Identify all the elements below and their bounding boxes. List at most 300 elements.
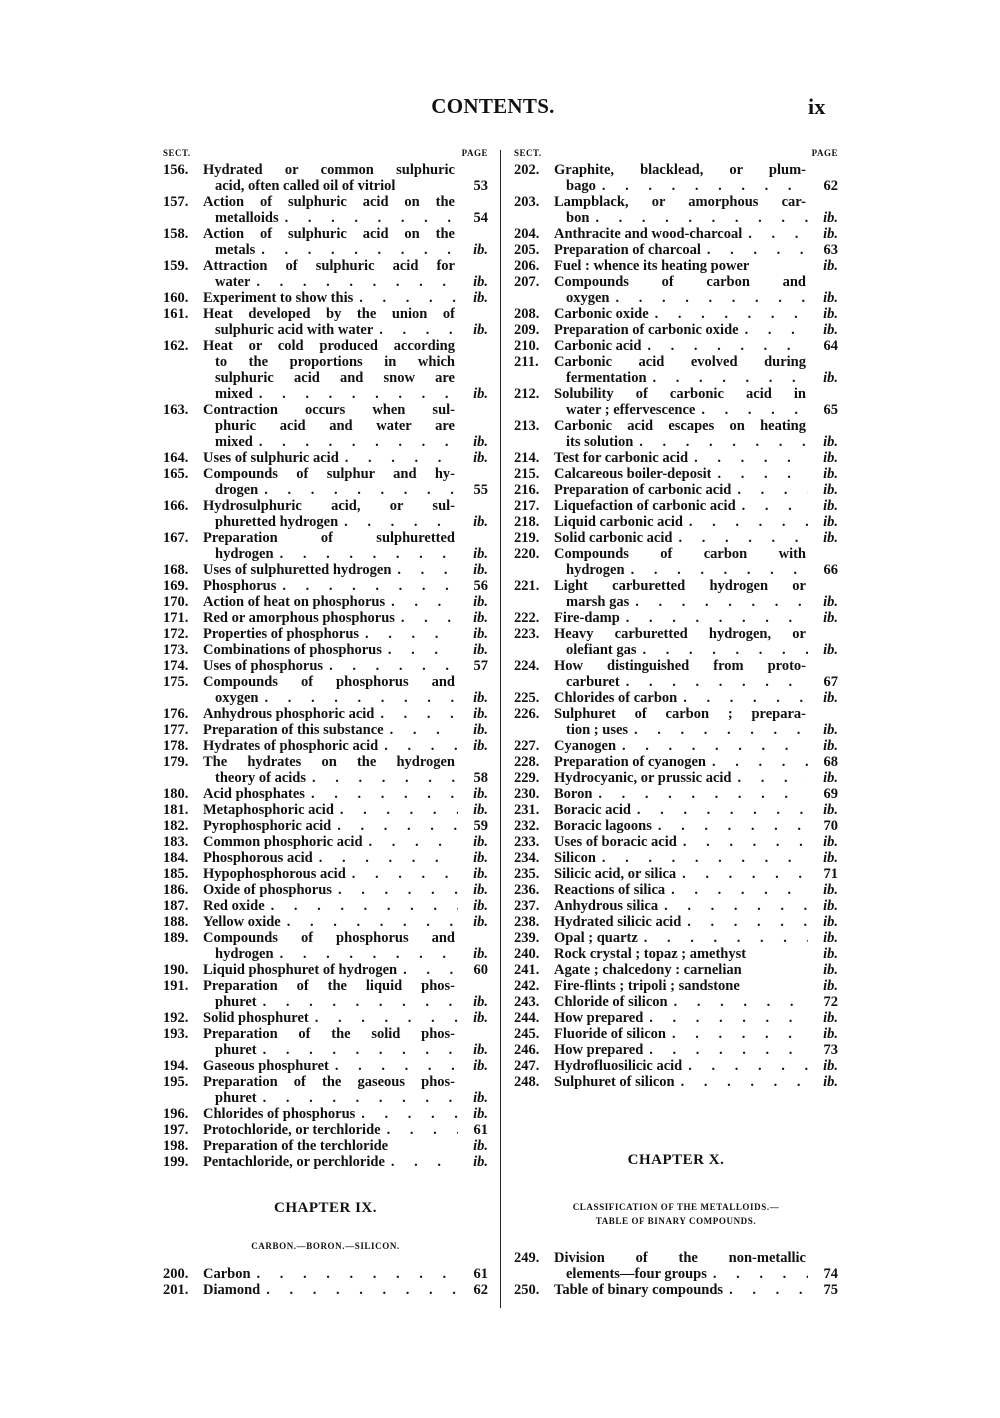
- column-header: [514, 146, 838, 162]
- section-number: [163, 690, 203, 706]
- section-number: 217.: [514, 498, 540, 514]
- dot-leader: [355, 1106, 458, 1122]
- section-number: [163, 546, 203, 562]
- entry-title: mixed: [215, 434, 253, 450]
- chapter-entries: [514, 1250, 838, 1298]
- dot-leader: [592, 786, 808, 802]
- section-number: 177.: [163, 722, 189, 738]
- contents-entry: [163, 498, 488, 530]
- page-ref: ib.: [473, 322, 488, 338]
- dot-leader: [589, 210, 808, 226]
- entry-title: drogen: [215, 482, 259, 498]
- page-ref: ib.: [823, 610, 838, 626]
- entry-title: sulphuric acid with water: [215, 322, 374, 338]
- entry-line: [163, 994, 488, 1010]
- page-ref: 61: [473, 1266, 488, 1282]
- entry-title: Liquid carbonic acid: [554, 514, 683, 530]
- dot-leader: [732, 770, 809, 786]
- section-number: [163, 386, 203, 402]
- section-number: 196.: [163, 1106, 189, 1122]
- contents-entry: [163, 1058, 488, 1074]
- dot-leader: [675, 1074, 808, 1090]
- section-number: 165.: [163, 466, 189, 482]
- entry-line: [514, 994, 838, 1010]
- entry-line: [514, 210, 838, 226]
- section-number: 174.: [163, 658, 189, 674]
- section-number: 223.: [514, 626, 540, 642]
- dot-leader: [742, 962, 808, 978]
- contents-entry: [163, 930, 488, 962]
- page-ref: ib.: [473, 786, 488, 802]
- entry-line: [163, 930, 488, 946]
- dot-leader: [681, 914, 808, 930]
- section-number: 222.: [514, 610, 540, 626]
- page-ref: ib.: [823, 514, 838, 530]
- entry-line: [163, 562, 488, 578]
- page-ref: 55: [473, 482, 488, 498]
- page-ref: 53: [473, 178, 488, 194]
- dot-leader: [676, 866, 808, 882]
- page-ref: ib.: [823, 434, 838, 450]
- entry-line: [163, 1282, 488, 1298]
- entry-title: Solid phosphuret: [203, 1010, 309, 1026]
- section-number: 170.: [163, 594, 189, 610]
- section-number: [163, 946, 203, 962]
- dot-leader: [251, 1266, 458, 1282]
- contents-entry: [163, 738, 488, 754]
- page-ref: ib.: [823, 322, 838, 338]
- contents-entry: [163, 898, 488, 914]
- section-number: [163, 1042, 203, 1058]
- section-number: 175.: [163, 674, 189, 690]
- entry-line: [514, 578, 838, 594]
- page-ref: ib.: [823, 450, 838, 466]
- page-ref: ib.: [473, 562, 488, 578]
- page-ref: ib.: [473, 1138, 488, 1154]
- dot-leader: [665, 882, 808, 898]
- entry-title: Action of sulphuric acid on the: [203, 226, 455, 242]
- section-number: 161.: [163, 306, 189, 322]
- dot-leader: [723, 1282, 808, 1298]
- section-number: 197.: [163, 1122, 189, 1138]
- section-number: 164.: [163, 450, 189, 466]
- entry-line: [514, 178, 838, 194]
- contents-entry: [514, 322, 838, 338]
- dot-leader: [309, 1010, 458, 1026]
- dot-leader: [677, 834, 808, 850]
- dot-leader: [381, 1122, 458, 1138]
- page-ref: ib.: [473, 738, 488, 754]
- dot-leader: [596, 850, 808, 866]
- entry-title: Opal ; quartz: [554, 930, 638, 946]
- entry-title: Liquefaction of carbonic acid: [554, 498, 736, 514]
- entry-line: [514, 930, 838, 946]
- dot-leader: [701, 242, 808, 258]
- chapter-heading: CHAPTER X.: [627, 1152, 725, 1168]
- section-number: 178.: [163, 738, 189, 754]
- dot-leader: [274, 546, 458, 562]
- entry-title: phuretted hydrogen: [215, 514, 339, 530]
- section-number: 246.: [514, 1042, 540, 1058]
- contents-entry: [163, 1026, 488, 1058]
- section-number: 214.: [514, 450, 540, 466]
- dot-leader: [658, 898, 808, 914]
- dot-leader: [339, 450, 458, 466]
- entry-title: Agate ; chalcedony : carnelian: [554, 962, 742, 978]
- entry-line: [514, 722, 838, 738]
- dot-leader: [250, 274, 458, 290]
- entry-title: Attraction of sulphuric acid for: [203, 258, 455, 274]
- entry-line: [514, 402, 838, 418]
- contents-entry: [514, 898, 838, 914]
- entry-line: [163, 530, 488, 546]
- contents-entry: [163, 882, 488, 898]
- section-number: 173.: [163, 642, 189, 658]
- section-number: 198.: [163, 1138, 189, 1154]
- contents-entry: [514, 850, 838, 866]
- entry-title: Oxide of phosphorus: [203, 882, 332, 898]
- page-ref: ib.: [823, 962, 838, 978]
- dot-leader: [258, 482, 458, 498]
- section-number: 157.: [163, 194, 189, 210]
- entry-title: Carbonic oxide: [554, 306, 649, 322]
- page-ref: 68: [823, 754, 838, 770]
- entry-line: [163, 274, 488, 290]
- page-label: PAGE: [811, 148, 838, 158]
- section-number: 236.: [514, 882, 540, 898]
- section-number: 227.: [514, 738, 540, 754]
- dot-leader: [731, 482, 808, 498]
- entry-line: [514, 594, 838, 610]
- entry-line: [163, 434, 488, 450]
- dot-leader: [374, 706, 458, 722]
- entry-title: Phosphorus: [203, 578, 277, 594]
- section-number: 238.: [514, 914, 540, 930]
- page-ref: ib.: [473, 706, 488, 722]
- section-number: 232.: [514, 818, 540, 834]
- section-number: 247.: [514, 1058, 540, 1074]
- entry-title: Preparation of the gaseous phos-: [203, 1074, 455, 1090]
- contents-entry: [514, 1250, 838, 1282]
- section-number: 237.: [514, 898, 540, 914]
- section-number: 242.: [514, 978, 540, 994]
- entry-title: phuret: [215, 994, 257, 1010]
- entry-line: [514, 754, 838, 770]
- section-number: 195.: [163, 1074, 189, 1090]
- dot-leader: [346, 866, 458, 882]
- page-ref: ib.: [823, 1010, 838, 1026]
- entry-line: [163, 898, 488, 914]
- dot-leader: [332, 882, 458, 898]
- section-number: 183.: [163, 834, 189, 850]
- dot-leader: [353, 290, 458, 306]
- dot-leader: [668, 994, 808, 1010]
- dot-leader: [749, 258, 808, 274]
- entry-line: [514, 642, 838, 658]
- contents-entry: [514, 498, 838, 514]
- contents-entry: [163, 290, 488, 306]
- dot-leader: [306, 770, 458, 786]
- page-ref: ib.: [823, 930, 838, 946]
- entry-line: [514, 818, 838, 834]
- section-number: [514, 178, 554, 194]
- contents-entry: [514, 306, 838, 322]
- entry-title: Preparation of the solid phos-: [203, 1026, 455, 1042]
- entry-title: phuric acid and water are: [215, 418, 455, 434]
- page-ref: ib.: [473, 722, 488, 738]
- page-ref: ib.: [823, 898, 838, 914]
- entry-line: [163, 1010, 488, 1026]
- dot-leader: [736, 498, 808, 514]
- entry-title: bon: [566, 210, 590, 226]
- page-ref: ib.: [823, 978, 838, 994]
- section-number: 211.: [514, 354, 539, 370]
- page-ref: 63: [823, 242, 838, 258]
- entry-title: Compounds of phosphorus and: [203, 674, 455, 690]
- dot-leader: [313, 850, 458, 866]
- entry-title: Graphite, blacklead, or plum-: [554, 162, 806, 178]
- page-ref: 60: [473, 962, 488, 978]
- entry-line: [163, 306, 488, 322]
- section-number: [514, 674, 554, 690]
- entry-title: Experiment to show this: [203, 290, 354, 306]
- dot-leader: [677, 690, 808, 706]
- section-number: 166.: [163, 498, 189, 514]
- entry-line: [163, 290, 488, 306]
- entry-title: Solid carbonic acid: [554, 530, 673, 546]
- page-ref: ib.: [473, 866, 488, 882]
- section-number: 241.: [514, 962, 540, 978]
- section-number: 163.: [163, 402, 189, 418]
- entry-title: Action of heat on phosphorus: [203, 594, 386, 610]
- dot-leader: [633, 434, 808, 450]
- entry-line: [163, 354, 488, 370]
- dot-leader: [388, 1138, 458, 1154]
- section-number: 167.: [163, 530, 189, 546]
- contents-entry: [514, 658, 838, 690]
- entry-title: oxygen: [215, 690, 259, 706]
- page-ref: ib.: [823, 770, 838, 786]
- contents-entry: [163, 306, 488, 338]
- page-ref: ib.: [823, 690, 838, 706]
- page-ref: 73: [823, 1042, 838, 1058]
- entry-title: Uses of boracic acid: [554, 834, 677, 850]
- dot-leader: [257, 1090, 458, 1106]
- entry-title: Red oxide: [203, 898, 265, 914]
- contents-column-right: [514, 146, 838, 1090]
- section-number: 201.: [163, 1282, 189, 1298]
- entry-line: [163, 466, 488, 482]
- entry-line: [163, 1138, 488, 1154]
- page-ref: ib.: [823, 802, 838, 818]
- entry-line: [514, 834, 838, 850]
- entry-line: [163, 674, 488, 690]
- section-number: [514, 1266, 554, 1282]
- entry-title: Table of binary compounds: [554, 1282, 724, 1298]
- page-ref: ib.: [473, 1090, 488, 1106]
- entry-line: [163, 978, 488, 994]
- entry-line: [514, 658, 838, 674]
- contents-entry: [514, 1282, 838, 1298]
- page-ref: 57: [473, 658, 488, 674]
- contents-entry: [514, 690, 838, 706]
- entry-title: Hypophosphorous acid: [203, 866, 346, 882]
- entry-line: [514, 1058, 838, 1074]
- section-number: 208.: [514, 306, 540, 322]
- entry-line: [514, 450, 838, 466]
- contents-entry: [163, 338, 488, 402]
- dot-leader: [257, 1042, 458, 1058]
- page-ref: ib.: [823, 290, 838, 306]
- entry-line: [514, 530, 838, 546]
- page-ref: ib.: [823, 210, 838, 226]
- entry-line: [514, 898, 838, 914]
- dot-leader: [620, 610, 808, 626]
- section-number: 209.: [514, 322, 540, 338]
- page-ref: ib.: [823, 466, 838, 482]
- contents-entry: [163, 1074, 488, 1106]
- contents-entry: [163, 450, 488, 466]
- contents-entry: [514, 546, 838, 578]
- section-number: [163, 514, 203, 530]
- entry-line: [514, 354, 838, 370]
- dot-leader: [620, 674, 808, 690]
- entry-line: [514, 866, 838, 882]
- dot-leader: [255, 242, 458, 258]
- dot-leader: [625, 562, 808, 578]
- entry-line: [163, 162, 488, 178]
- contents-entry: [514, 1074, 838, 1090]
- section-number: 204.: [514, 226, 540, 242]
- entry-title: Heat or cold produced according: [203, 338, 455, 354]
- contents-entry: [163, 706, 488, 722]
- chapter-subtitle: [514, 1200, 838, 1228]
- contents-entry: [163, 802, 488, 818]
- contents-entry: [163, 850, 488, 866]
- entry-title: Boracic lagoons: [554, 818, 652, 834]
- entry-title: Preparation of carbonic acid: [554, 482, 732, 498]
- section-number: 194.: [163, 1058, 189, 1074]
- section-number: [514, 594, 554, 610]
- dot-leader: [385, 594, 458, 610]
- section-number: 192.: [163, 1010, 189, 1026]
- section-number: [163, 434, 203, 450]
- entry-title: to the proportions in which: [215, 354, 455, 370]
- section-number: 235.: [514, 866, 540, 882]
- entry-line: [514, 434, 838, 450]
- page-ref: ib.: [473, 850, 488, 866]
- sect-label: SECT.: [514, 148, 542, 158]
- entry-line: [163, 322, 488, 338]
- section-number: 221.: [514, 578, 540, 594]
- section-number: 234.: [514, 850, 540, 866]
- contents-entry: [163, 978, 488, 1010]
- entry-line: [163, 578, 488, 594]
- section-number: 216.: [514, 482, 540, 498]
- page-ref: 66: [823, 562, 838, 578]
- contents-entry: [514, 786, 838, 802]
- entry-title: Properties of phosphorus: [203, 626, 360, 642]
- page-ref: ib.: [473, 882, 488, 898]
- entry-title: Uses of sulphuric acid: [203, 450, 339, 466]
- contents-entry: [163, 642, 488, 658]
- entry-line: [163, 178, 488, 194]
- page-ref: ib.: [473, 626, 488, 642]
- entry-title: Compounds of carbon and: [554, 274, 806, 290]
- entry-line: [163, 258, 488, 274]
- entry-line: [514, 674, 838, 690]
- page-ref: ib.: [823, 834, 838, 850]
- contents-entry: [514, 610, 838, 626]
- contents-entry: [514, 930, 838, 946]
- subtitle-line: CLASSIFICATION OF THE METALLOIDS.—: [572, 1202, 780, 1212]
- entry-line: [163, 914, 488, 930]
- entry-line: [163, 610, 488, 626]
- page-ref: ib.: [473, 610, 488, 626]
- contents-entry: [163, 530, 488, 562]
- entry-title: Acid phosphates: [203, 786, 305, 802]
- entry-line: [163, 1106, 488, 1122]
- page-ref: ib.: [473, 514, 488, 530]
- section-number: 187.: [163, 898, 189, 914]
- entry-title: metalloids: [215, 210, 279, 226]
- contents-entry: [514, 1058, 838, 1074]
- entry-title: Anhydrous phosphoric acid: [203, 706, 375, 722]
- entry-line: [514, 242, 838, 258]
- entry-line: [514, 962, 838, 978]
- section-number: 250.: [514, 1282, 540, 1298]
- entry-line: [163, 338, 488, 354]
- page-ref: ib.: [823, 946, 838, 962]
- contents-entry: [514, 274, 838, 306]
- page-ref: ib.: [473, 386, 488, 402]
- page-ref: ib.: [823, 594, 838, 610]
- dot-leader: [384, 722, 458, 738]
- page-label: PAGE: [461, 148, 488, 158]
- contents-entry: [163, 1266, 488, 1282]
- page-ref: 75: [823, 1282, 838, 1298]
- contents-entry: [514, 818, 838, 834]
- entry-title: Fluoride of silicon: [554, 1026, 666, 1042]
- entry-title: bago: [566, 178, 596, 194]
- contents-entry: [163, 962, 488, 978]
- entry-line: [514, 1010, 838, 1026]
- entry-title: Preparation of the terchloride: [203, 1138, 389, 1154]
- contents-entry: [514, 754, 838, 770]
- contents-entry: [514, 834, 838, 850]
- section-number: 203.: [514, 194, 540, 210]
- page-ref: 62: [823, 178, 838, 194]
- entry-title: Chlorides of phosphorus: [203, 1106, 356, 1122]
- entry-line: [514, 370, 838, 386]
- section-number: 182.: [163, 818, 189, 834]
- dot-leader: [260, 1282, 458, 1298]
- entry-line: [514, 1042, 838, 1058]
- contents-entry: [514, 354, 838, 386]
- entry-line: [163, 722, 488, 738]
- section-number: 190.: [163, 962, 189, 978]
- entry-line: [163, 226, 488, 242]
- section-number: 213.: [514, 418, 540, 434]
- page-ref: 59: [473, 818, 488, 834]
- entry-line: [514, 194, 838, 210]
- contents-entry: [163, 1282, 488, 1298]
- section-number: 180.: [163, 786, 189, 802]
- section-number: 218.: [514, 514, 540, 530]
- contents-entry: [514, 242, 838, 258]
- section-number: 188.: [163, 914, 189, 930]
- section-number: [514, 210, 554, 226]
